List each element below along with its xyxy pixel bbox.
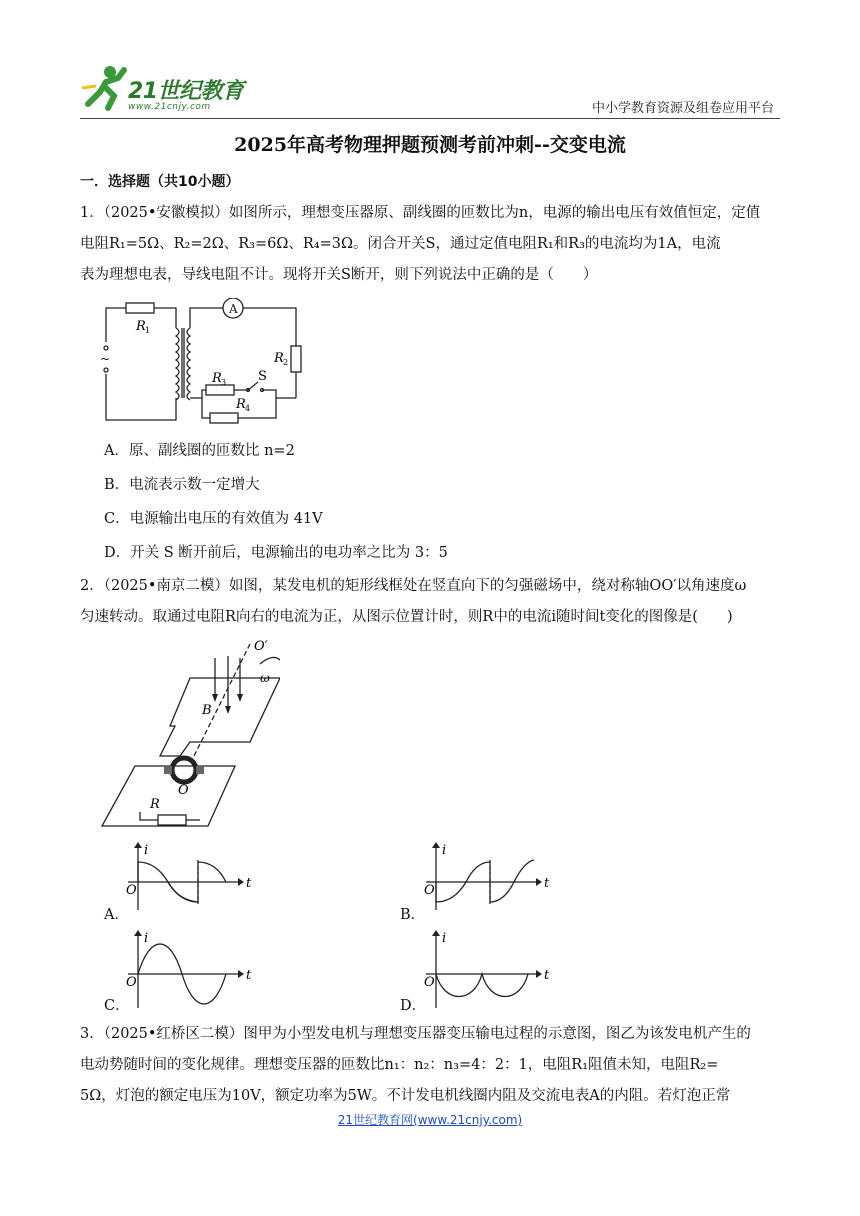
svg-text:t: t [544,968,550,983]
q1-option-d[interactable]: D．开关 S 断开前后，电源输出的电功率之比为 3：5 [104,545,448,561]
svg-text:O: O [178,783,189,798]
q1-option-b[interactable]: B．电流表示数一定增大 [104,477,260,493]
q2-option-b[interactable]: B． [400,907,426,923]
svg-text:~: ~ [100,352,111,366]
svg-text:ω: ω [260,671,270,685]
q3-line3: 5Ω，灯泡的额定电压为10V，额定功率为5W。不计发电机线圈内阻及交流电表A的内阻。若灯泡正常 [80,1088,731,1104]
ammeter-label: A [229,302,238,316]
svg-text:t: t [246,968,252,983]
svg-text:R: R [212,371,222,386]
graph-d [424,930,554,1010]
section-heading: 一．选择题（共10小题） [80,174,240,190]
q1-line1: 1．（2025•安徽模拟）如图所示，理想变压器原、副线圈的匝数比为n，电源的输出电压有效值恒定，定值 [80,205,761,221]
svg-text:R: R [236,397,246,412]
svg-text:O: O [126,883,137,898]
svg-text:2: 2 [283,358,289,367]
q2-option-a[interactable]: A． [104,907,129,923]
q2-generator-diagram [100,636,280,828]
q3-line1: 3．（2025•红桥区二模）图甲为小型发电机与理想变压器变压输电过程的示意图，图乙为该发电机产生的 [80,1026,751,1042]
svg-text:O: O [424,883,435,898]
q2-option-c[interactable]: C． [104,998,130,1014]
svg-text:O′: O′ [254,639,268,654]
footer-link[interactable]: 21世纪教育网(www.21cnjy.com) [337,1113,523,1127]
q3-line2: 电动势随时间的变化规律。理想变压器的匝数比n₁：n₂：n₃=4：2：1，电阻R₁阻值未知，电阻R₂= [80,1057,719,1073]
q1-circuit-diagram [96,298,306,426]
svg-text:B: B [202,703,212,718]
logo-url: www.21cnjy.com [128,102,211,112]
q2-option-d[interactable]: D． [400,998,427,1014]
svg-text:R: R [136,319,146,334]
q1-text [80,198,780,291]
svg-text:3: 3 [221,378,227,387]
q3-text [80,1019,780,1112]
runner-logo-icon [80,62,132,114]
q2-line1: 2．（2025•南京二模）如图，某发电机的矩形线框处在竖直向下的匀强磁场中，绕对称轴OO′以角速度ω [80,578,747,594]
svg-text:R: R [150,797,160,812]
svg-text:i: i [144,931,149,946]
q2-text [80,571,780,633]
q1-option-a[interactable]: A．原、副线圈的匝数比 n=2 [104,443,295,459]
q1-option-c[interactable]: C．电源输出电压的有效值为 41V [104,511,323,527]
svg-text:i: i [144,843,149,858]
svg-text:R: R [274,351,284,366]
platform-name: 中小学教育资源及组卷应用平台 [591,101,774,116]
svg-text:O: O [424,975,435,990]
svg-text:1: 1 [145,326,151,335]
header-divider [80,118,780,119]
graph-c [126,930,256,1010]
page-title: 2025年高考物理押题预测考前冲刺--交变电流 [234,134,626,156]
logo-text: 21世纪教育 [128,79,244,104]
svg-text:t: t [246,876,252,891]
q2-line2: 匀速转动。取通过电阻R向右的电流为正，从图示位置计时，则R中的电流i随时间t变化的图像是( ) [80,609,733,625]
svg-text:4: 4 [245,404,251,413]
graph-b [424,842,554,912]
graph-a [126,842,256,912]
svg-text:O: O [126,975,137,990]
svg-text:t: t [544,876,550,891]
svg-text:S: S [258,369,267,384]
svg-text:i: i [442,843,447,858]
svg-text:i: i [442,931,447,946]
q1-line3: 表为理想电表，导线电阻不计。现将开关S断开，则下列说法中正确的是（ ） [80,267,598,283]
q1-line2: 电阻R₁=5Ω、R₂=2Ω、R₃=6Ω、R₄=3Ω。闭合开关S，通过定值电阻R₁和R₃的电流均为1A，电流 [80,236,721,252]
